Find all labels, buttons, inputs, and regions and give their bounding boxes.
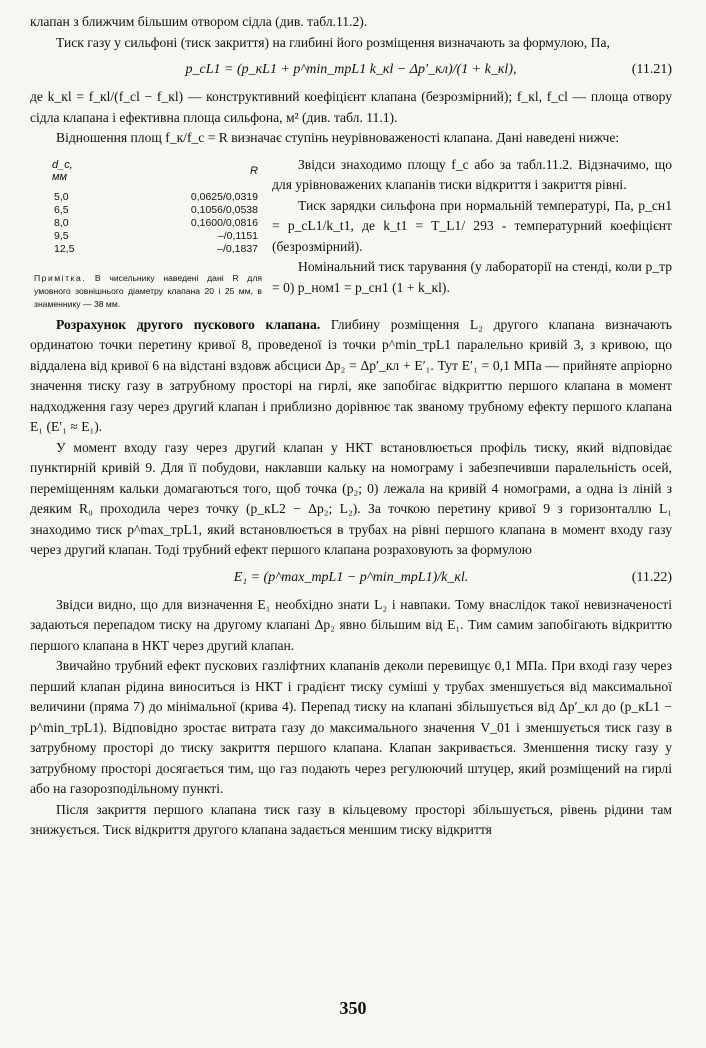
table-header-diameter: d_c, мм [52,158,73,183]
table-cell-ratio: –/0,1837 [217,242,258,255]
paragraph-nominal-pressure: Номінальний тиск тарування (у лабораторії на стенді, коли p_тр = 0) p_ном1 = p_сн1 (1 + k_кl). [272,259,672,295]
page-number: 350 [339,998,367,1018]
equation-11-21-number: (11.21) [631,62,672,77]
text-line-1: клапан з ближчим більшим отвором сідла (див. табл.11.2). [30,14,368,29]
table-header-ratio: R [250,164,258,177]
note-label: Примітка. [34,272,87,283]
table-cell-diameter: 8,0 [54,216,69,229]
paragraph-charge-pressure: Тиск зарядки сильфона при нормальній температурі, Па, p_сн1 = p_cL1/k_t1, де k_t1 = T_L1/ 293 - температурний коефіцієнт (безрозмірний). [272,197,672,254]
paragraph-sylphon-pressure: Тиск газу у сильфоні (тиск закриття) на глибині його розміщення визначають за формулою, Па, [56,34,610,50]
seat-diameter-table [50,159,262,256]
table-row [50,243,262,256]
paragraph-uncertainty: Звідси видно, що для визначення E₁ необхідно знати L₂ і навпаки. Тому внаслідок такої невизначеності задаються перепадом тиску на другому клапані Δp₂ явно більшим від E₁. Тим самим запобігають відкриттю першого клапана в НКТ через другий клапан. [30,596,672,653]
equation-11-21 [30,59,672,81]
table-row [50,217,262,230]
right-text-column [262,155,672,311]
table-cell-ratio: 0,1600/0,0816 [190,216,258,229]
table-row [50,204,262,217]
two-column-block [30,155,672,311]
table-cell-ratio: –/0,1151 [217,229,258,242]
table-cell-diameter: 6,5 [54,203,69,216]
paragraph-find-area: Звідси знаходимо площу f_c або за табл.11.2. Відзначимо, що для урівноважених клапанів тиски відкриття і закриття рівні. [272,156,672,192]
table-cell-diameter: 5,0 [54,190,69,203]
paragraph-tube-effect: Звичайно трубний ефект пускових газліфтних клапанів деколи перевищує 0,1 МПа. При вході газу через перший клапан рідина виноситься із НКТ і градієнт тиску суміші у трубах зменшується від максимальної величини (пряма 7) до мінімальної (крива 4). Перепад тиску на клапані збільшується від Δp′_кл до (p_кL1 − p^min_трL1). Відповідно зростає витрата газу до максимального значення V_01 і зменшується тиск газу в затрубному просторі до тиску закриття першого клапана. Клапан закривається. Зменшення тиску газу у затрубному просторі досягається тим, що газ подають через регулюючий штуцер, який розміщений на гирлі або на газорозподільному пункті. [30,658,672,796]
table-cell-diameter: 12,5 [54,242,75,255]
table-row [50,230,262,243]
paragraph-coefficient: де k_кl = f_кl/(f_cl − f_кl) — конструктивний коефіцієнт клапана (безрозмірний); f_кl, f_cl — площа отвору сідла клапана і ефективна площа сильфона, м² (див. табл. 11.1). [30,89,672,125]
paragraph-second-valve-text: Глибину розміщення L₂ другого клапана визначають ординатою точки перетину кривої 8, проведеної із точки p^min_трL1 паралельно кривій 3, з кривою, що віддалена від кривої 6 на відстані вздовж абсциси Δp₂ = Δp′_кл + E′₁. Тут E′₁ = 0,1 МПа — прийняте апріорно значення тиску газу в затрубному просторі на гирлі, яке запобігає відкриттю першого клапана в момент надходження газу через другий клапан і приблизно дорівнює так званому трубному ефекту першого клапана E₁ (E′₁ ≈ E₁). [30,316,673,434]
table-cell-diameter: 9,5 [54,229,69,242]
note-text: В чисельнику наведені дані R для умовного зовнішнього діаметру клапана 20 і 25 мм, в знаменнику — 38 мм. [34,272,262,309]
equation-11-22-body: E₁ = (p^max_трL1 − p^min_трL1)/k_кl. [233,569,469,585]
data-table-column [30,155,262,311]
table-note [30,272,262,311]
table-cell-ratio: 0,1056/0,0538 [190,203,258,216]
equation-11-22-number: (11.22) [631,569,672,585]
table-body [50,191,262,256]
paragraph-after-closing: Після закриття першого клапана тиск газу в кільцевому просторі збільшується, рівень рідини там знижується. Тиск відкриття другого клапана задається меншим тиску відкриття [30,801,672,837]
table-row [50,191,262,204]
paragraph-pressure-profile: У момент входу газу через другий клапан у НКТ встановлюється профіль тиску, який відповідає пунктирній кривій 9. Для її побудови, наклавши кальку на номограму і забезпечивши паралельність осей, переміщенням кальки домагаються того, щоб точка (p₂; 0) лежала на кривій 4 номограми, а одна із ліній з деяким R₀ проходила через точку (p_кL2 − Δp₂; L₂). За точкою перетину кривої 9 з горизонталлю L₁ знаходимо тиск p^max_трL1, який встановлюється в трубах на рівні першого клапана в момент входу газу через другий клапан. Тоді трубний ефект першого клапана розраховують за формулою [30,439,672,557]
paragraph-second-valve [30,315,672,438]
equation-11-22 [30,567,672,589]
table-cell-ratio: 0,0625/0,0319 [190,190,258,203]
paragraph-area-ratio: Відношення площ f_к/f_c = R визначає ступінь неурівноваженості клапана. Дані наведені нижче: [56,130,620,145]
section-heading-second-valve: Розрахунок другого пускового клапана. [56,316,321,332]
equation-11-21-body: p_cL1 = (p_кL1 + p^min_трL1 k_кl − Δp′_кл)/(1 + k_кl), [185,62,517,77]
